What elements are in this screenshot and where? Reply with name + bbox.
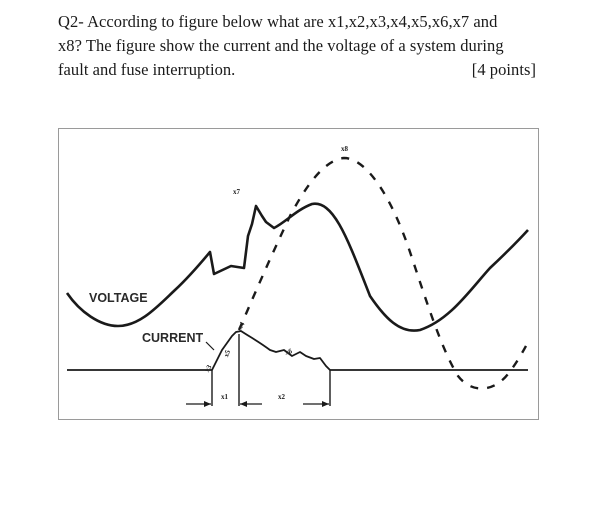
- label-x3: x3: [203, 363, 214, 374]
- current-label: CURRENT: [142, 331, 204, 345]
- label-x2: x2: [278, 393, 285, 401]
- label-x5: x5: [222, 348, 233, 359]
- question-line-1: Q2- According to figure below what are x1,x2,x3,x4,x5,x6,x7 and: [58, 12, 498, 31]
- question-line-2: x8? The figure show the current and the voltage of a system during: [58, 36, 504, 55]
- label-x7: x7: [233, 188, 240, 196]
- current-leader-line: [206, 342, 214, 350]
- label-x6: x6: [284, 347, 293, 357]
- question-line-3-text: fault and fuse interruption.: [58, 60, 236, 79]
- label-x8: x8: [341, 145, 348, 153]
- current-waveform: [67, 331, 528, 370]
- voltage-label: VOLTAGE: [89, 291, 148, 305]
- label-x4: x4: [236, 320, 247, 331]
- points-label: [4 points]: [471, 60, 536, 79]
- voltage-waveform: [67, 204, 528, 331]
- label-x1: x1: [221, 393, 228, 401]
